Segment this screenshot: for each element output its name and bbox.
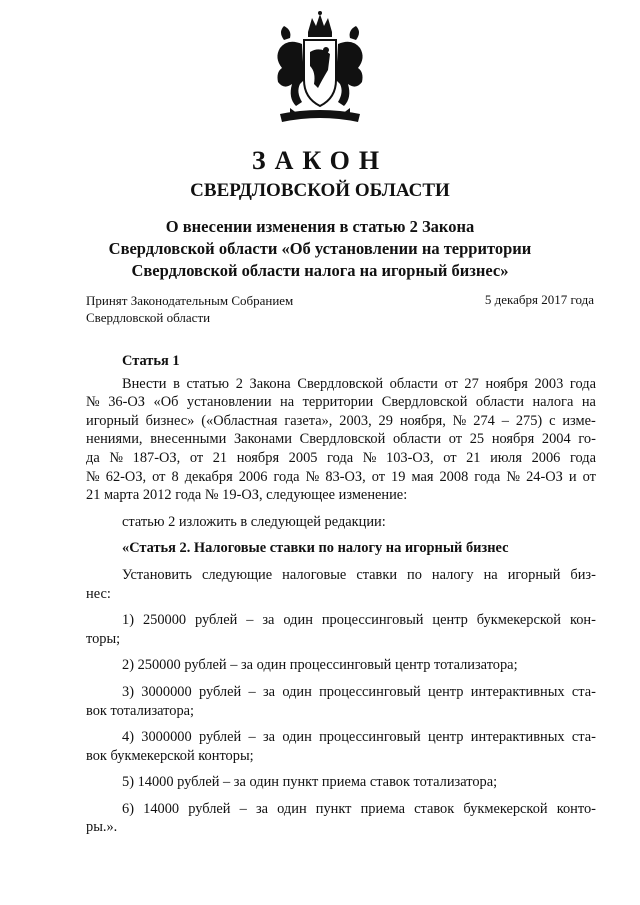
list-item	[86, 656, 596, 675]
document-title: ЗАКОН	[251, 146, 389, 175]
adopted-by	[86, 292, 293, 326]
text-line: 3) 3000000 рублей – за один процессинговый центр интерактивных ста-	[122, 683, 596, 700]
text-line: нес:	[86, 585, 111, 602]
text-line: Установить следующие налоговые ставки по налогу на игорный биз-	[122, 566, 596, 583]
subject-line: О внесении изменения в статью 2 Закона	[165, 217, 475, 236]
list-item	[86, 683, 596, 720]
paragraph-intro	[86, 375, 596, 505]
text-line: 2) 250000 рублей – за один процессинговый центр тотализатора;	[122, 657, 518, 674]
text-line: ры.».	[86, 819, 118, 836]
text-line: вок тотализатора;	[86, 702, 195, 719]
subject-line: Свердловской области «Об установлении на территории	[108, 239, 532, 258]
list-item	[86, 611, 596, 648]
text-line: игорный бизнес» («Областная газета», 2003, 29 ноября, № 274 – 275) с изме-	[86, 412, 596, 429]
document-region: СВЕРДЛОВСКОЙ ОБЛАСТИ	[190, 180, 450, 201]
coat-of-arms-icon	[270, 10, 370, 130]
document-body	[86, 352, 596, 845]
adoption-date: 5 декабря 2017 года	[484, 292, 594, 307]
list-item	[86, 728, 596, 765]
paragraph-rates	[86, 566, 596, 603]
list-item	[86, 800, 596, 837]
text-line: торы;	[86, 630, 121, 647]
text-line: 5) 14000 рублей – за один пункт приема ставок тотализатора;	[122, 774, 498, 791]
text-line: нениями, внесенными Законами Свердловской области от 25 ноября 2004 го-	[86, 431, 596, 448]
text-line: вок букмекерской конторы;	[86, 747, 254, 764]
article-2-heading: «Статья 2. Налоговые ставки по налогу на игорный бизнес	[122, 540, 509, 557]
text-line: 4) 3000000 рублей – за один процессинговый центр интерактивных ста-	[122, 729, 596, 746]
text-line: 21 марта 2012 года № 19-ОЗ, следующее изменение:	[86, 487, 408, 504]
paragraph-instruction: статью 2 изложить в следующей редакции:	[122, 513, 386, 530]
adopted-line: Свердловской области	[86, 310, 211, 325]
text-line: 6) 14000 рублей – за один пункт приема ставок букмекерской конто-	[122, 800, 596, 817]
subject-line: Свердловской области налога на игорный бизнес»	[131, 261, 509, 280]
text-line: 1) 250000 рублей – за один процессинговый центр букмекерской кон-	[122, 612, 596, 629]
text-line: № 36-ОЗ «Об установлении на территории Свердловской области налога на	[86, 394, 596, 411]
text-line: № 62-ОЗ, от 8 декабря 2006 года № 83-ОЗ, от 19 мая 2008 года № 24-ОЗ и от	[86, 468, 596, 485]
adopted-line: Принят Законодательным Собранием	[86, 293, 294, 308]
text-line: да № 187-ОЗ, от 21 ноября 2005 года № 103-ОЗ, от 21 июля 2006 года	[86, 449, 596, 466]
article-heading: Статья 1	[122, 353, 180, 369]
law-subject	[0, 216, 640, 282]
list-item	[86, 773, 596, 792]
text-line: Внести в статью 2 Закона Свердловской области от 27 ноября 2003 года	[122, 375, 596, 392]
